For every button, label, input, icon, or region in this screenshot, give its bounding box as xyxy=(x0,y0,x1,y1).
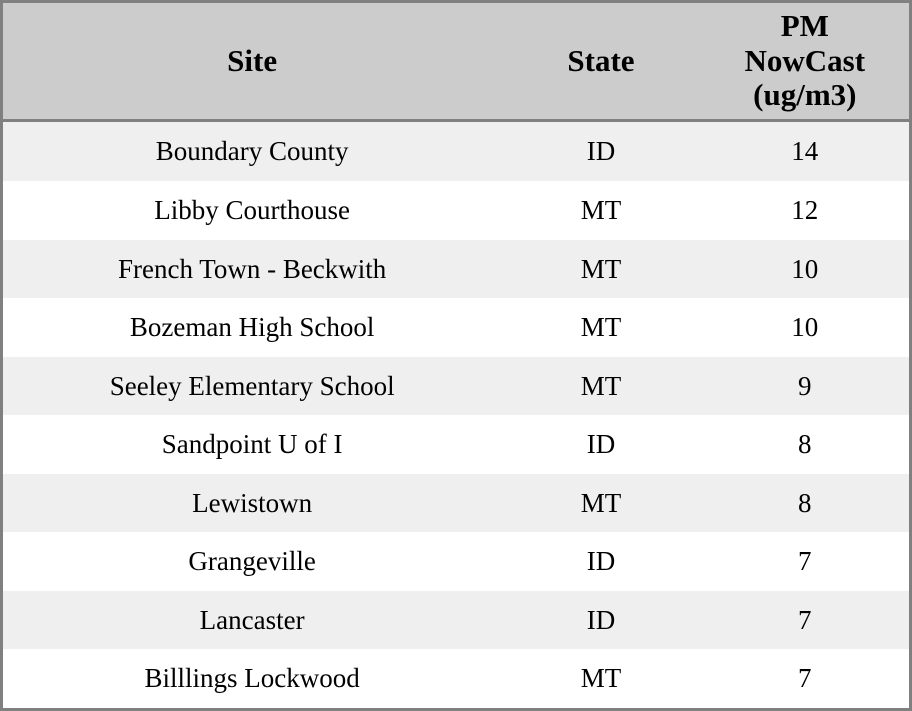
table-body xyxy=(3,121,909,708)
cell-state: MT xyxy=(501,357,700,416)
column-header-pm-line-2: NowCast xyxy=(744,42,866,78)
cell-site: Lancaster xyxy=(3,591,501,650)
cell-site: Grangeville xyxy=(3,532,501,591)
cell-site: Sandpoint U of I xyxy=(3,415,501,474)
table-row xyxy=(3,649,909,708)
table-row xyxy=(3,121,909,182)
cell-state: ID xyxy=(501,415,700,474)
cell-pm: 7 xyxy=(701,532,909,591)
cell-site: Billlings Lockwood xyxy=(3,649,501,708)
cell-state: MT xyxy=(501,298,700,357)
table-header-row xyxy=(3,3,909,121)
cell-pm: 8 xyxy=(701,474,909,533)
cell-site: French Town - Beckwith xyxy=(3,240,501,299)
table-row xyxy=(3,415,909,474)
cell-state: MT xyxy=(501,181,700,240)
cell-state: MT xyxy=(501,474,700,533)
column-header-pm-line-1: PM xyxy=(780,8,829,43)
table-row xyxy=(3,474,909,533)
column-header-site: Site xyxy=(3,3,501,121)
table-row xyxy=(3,591,909,650)
cell-pm: 12 xyxy=(701,181,909,240)
column-header-pm-nowcast xyxy=(701,3,909,121)
cell-state: MT xyxy=(501,240,700,299)
table-row xyxy=(3,298,909,357)
cell-pm: 7 xyxy=(701,591,909,650)
cell-site: Lewistown xyxy=(3,474,501,533)
cell-site: Seeley Elementary School xyxy=(3,357,501,416)
cell-pm: 8 xyxy=(701,415,909,474)
column-header-pm-line-3: (ug/m3) xyxy=(753,77,857,113)
cell-site: Bozeman High School xyxy=(3,298,501,357)
table-row xyxy=(3,240,909,299)
cell-state: ID xyxy=(501,532,700,591)
cell-pm: 10 xyxy=(701,298,909,357)
cell-state: MT xyxy=(501,649,700,708)
table-row xyxy=(3,181,909,240)
cell-site: Boundary County xyxy=(3,121,501,182)
cell-site: Libby Courthouse xyxy=(3,181,501,240)
table-row xyxy=(3,532,909,591)
cell-state: ID xyxy=(501,591,700,650)
cell-state: ID xyxy=(501,121,700,182)
cell-pm: 10 xyxy=(701,240,909,299)
cell-pm: 7 xyxy=(701,649,909,708)
cell-pm: 9 xyxy=(701,357,909,416)
column-header-state: State xyxy=(501,3,700,121)
air-quality-table xyxy=(3,3,909,708)
table-row xyxy=(3,357,909,416)
table-header xyxy=(3,3,909,121)
cell-pm: 14 xyxy=(701,121,909,182)
